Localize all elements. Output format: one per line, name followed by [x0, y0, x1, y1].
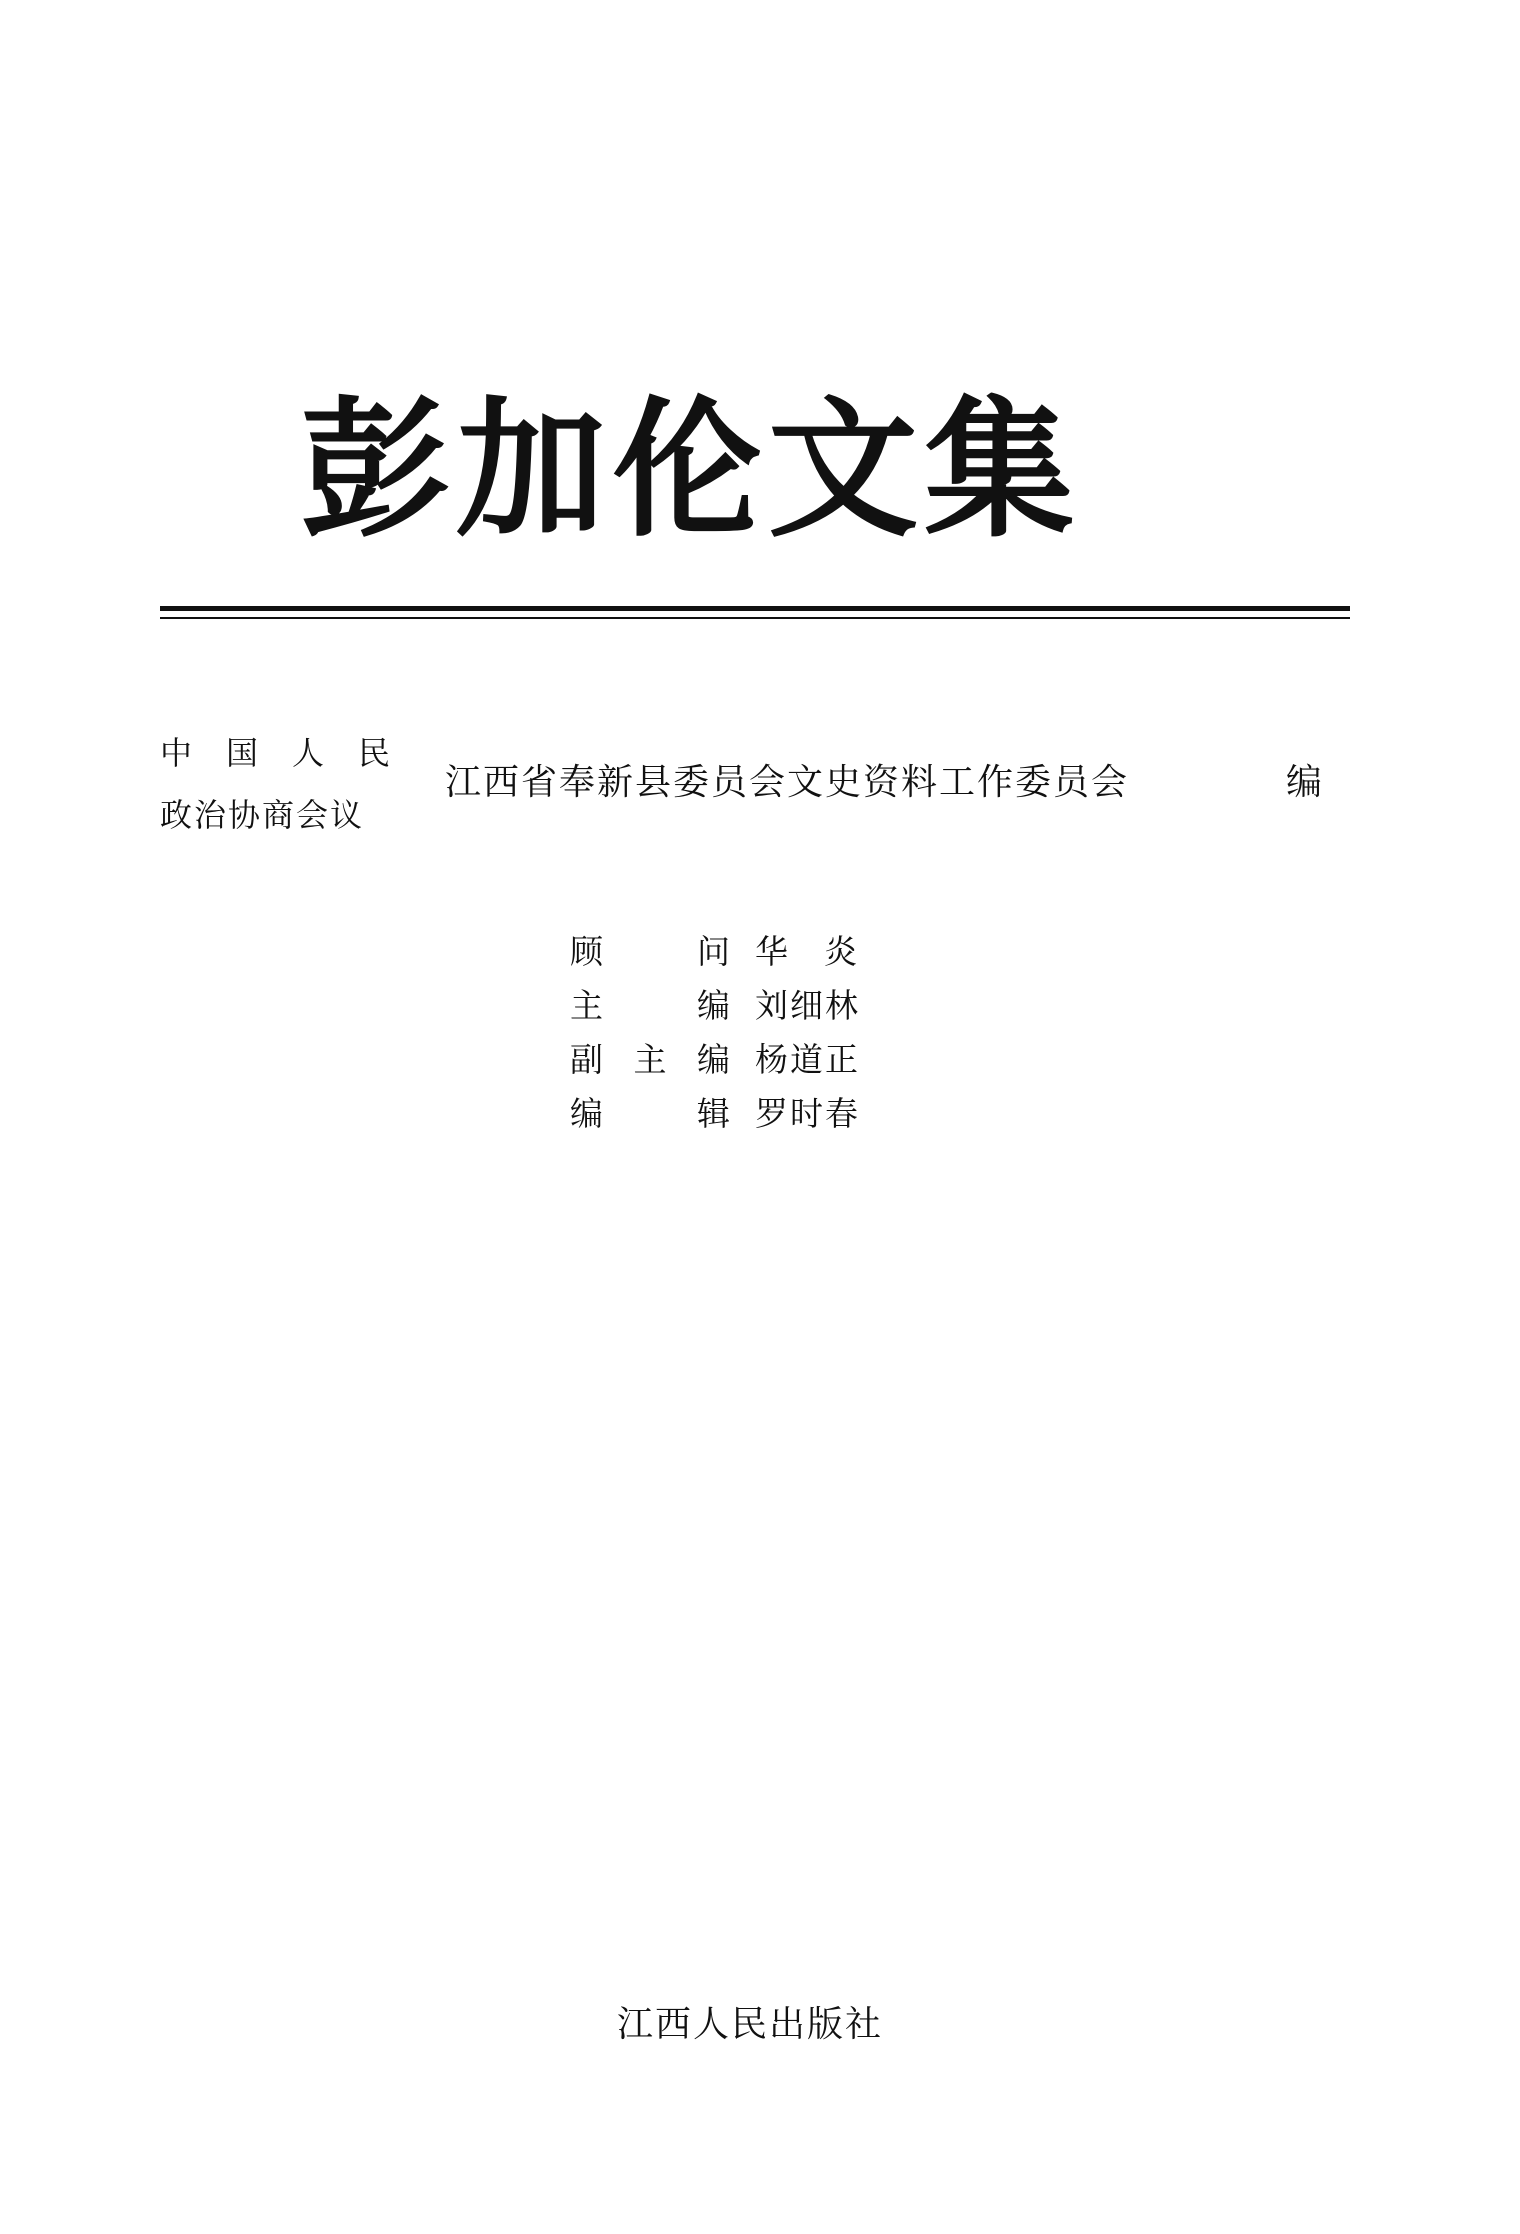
credit-role-label: 副主编 [570, 1040, 730, 1079]
compiler-org-body: 江西省奉新县委员会文史资料工作委员会 [445, 762, 1130, 803]
compiler-org-line1: 中国人民 [160, 734, 425, 772]
publisher-name: 江西人民出版社 [616, 2004, 883, 2045]
credit-person-name: 罗时春 [755, 1094, 860, 1133]
credit-person-name: 刘细林 [755, 986, 860, 1025]
credit-person-name: 华炎 [755, 932, 893, 971]
compiler-org-prefix [160, 722, 440, 846]
title-rule-thick [160, 606, 1350, 611]
credit-role-label: 顾问 [570, 932, 730, 971]
credit-person-name: 杨道正 [755, 1040, 860, 1079]
compiler-org-line2: 政治协商会议 [160, 796, 365, 834]
credit-role-label: 主编 [570, 986, 730, 1025]
credit-role-label: 编辑 [570, 1094, 730, 1133]
title-rule-thin [160, 617, 1350, 619]
compiler-role: 编 [1286, 762, 1323, 803]
book-title: 彭加伦文集 [300, 382, 1081, 558]
